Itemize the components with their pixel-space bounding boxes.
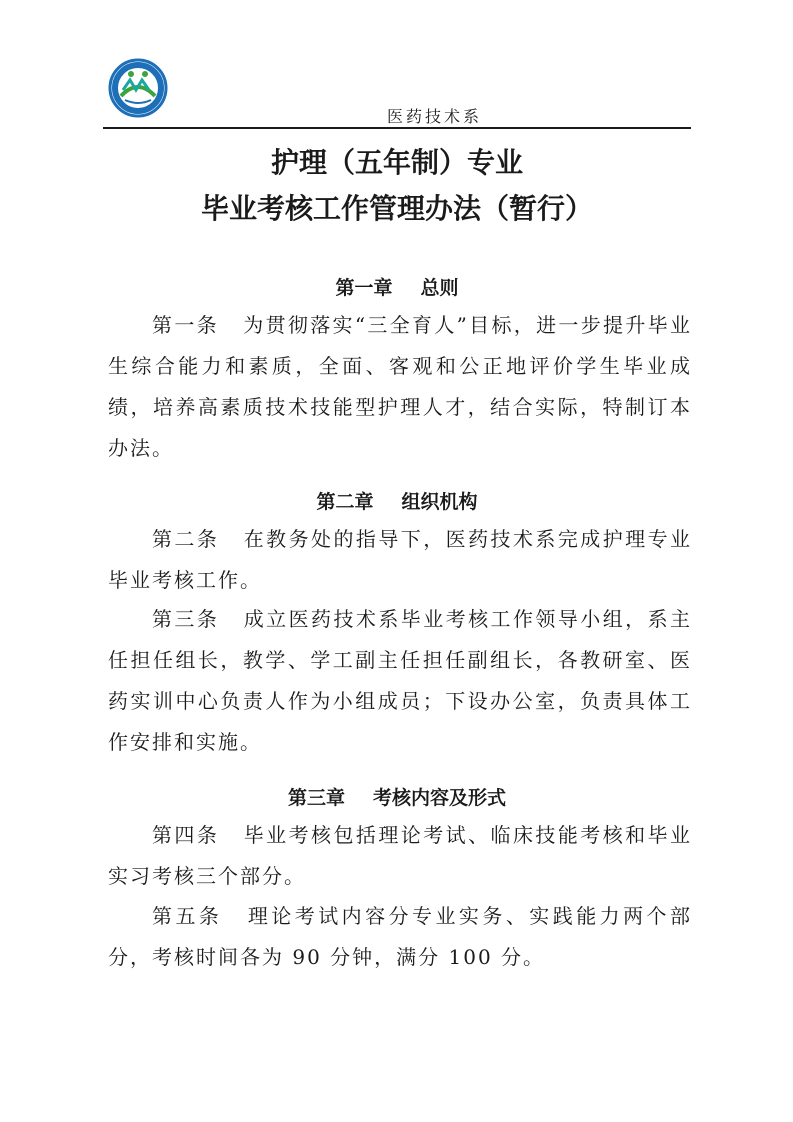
article-paragraph bbox=[108, 815, 692, 897]
chapter-number: 第三章 bbox=[287, 787, 345, 809]
article-label: 第四条 bbox=[152, 823, 220, 847]
article-label: 第二条 bbox=[152, 527, 220, 551]
article-text: 为贯彻落实“三全育人”目标，进一步提升毕业生综合能力和素质，全面、客观和公正地评价学生毕业成绩，培养高素质技术技能型护理人才，结合实际，特制订本办法。 bbox=[108, 313, 693, 460]
article-paragraph bbox=[108, 519, 692, 601]
article-text: 理论考试内容分专业实务、实践能力两个部分，考核时间各为 90 分钟，满分 100 分。 bbox=[108, 904, 693, 969]
chapter-number: 第一章 bbox=[335, 277, 393, 299]
chapter-number: 第二章 bbox=[316, 491, 374, 513]
chapter-title: 考核内容及形式 bbox=[373, 787, 507, 809]
article-text: 在教务处的指导下，医药技术系完成护理专业毕业考核工作。 bbox=[108, 527, 693, 592]
chapter-heading-3 bbox=[103, 783, 691, 810]
article-paragraph bbox=[108, 896, 692, 978]
article-text: 毕业考核包括理论考试、临床技能考核和毕业实习考核三个部分。 bbox=[108, 823, 693, 888]
article-label: 第三条 bbox=[152, 607, 220, 631]
chapter-heading-2 bbox=[103, 487, 691, 514]
department-name: 医药技术系 bbox=[387, 107, 483, 126]
chapter-title: 组织机构 bbox=[401, 491, 478, 513]
article-paragraph bbox=[108, 599, 692, 763]
chapter-title: 总则 bbox=[420, 277, 459, 299]
article-label: 第一条 bbox=[152, 313, 219, 337]
article-text: 成立医药技术系毕业考核工作领导小组，系主任担任组长，教学、学工副主任担任副组长，各教研室、医药实训中心负责人作为小组成员；下设办公室，负责具体工作安排和实施。 bbox=[108, 607, 693, 754]
chapter-heading-1 bbox=[103, 273, 691, 300]
article-label: 第五条 bbox=[152, 904, 223, 928]
college-logo-icon bbox=[103, 58, 173, 118]
article-paragraph bbox=[108, 305, 692, 469]
header-divider bbox=[103, 127, 691, 129]
document-title-line-1: 护理（五年制）专业 bbox=[270, 146, 523, 179]
document-title-line-2: 毕业考核工作管理办法（暂行） bbox=[200, 192, 593, 225]
